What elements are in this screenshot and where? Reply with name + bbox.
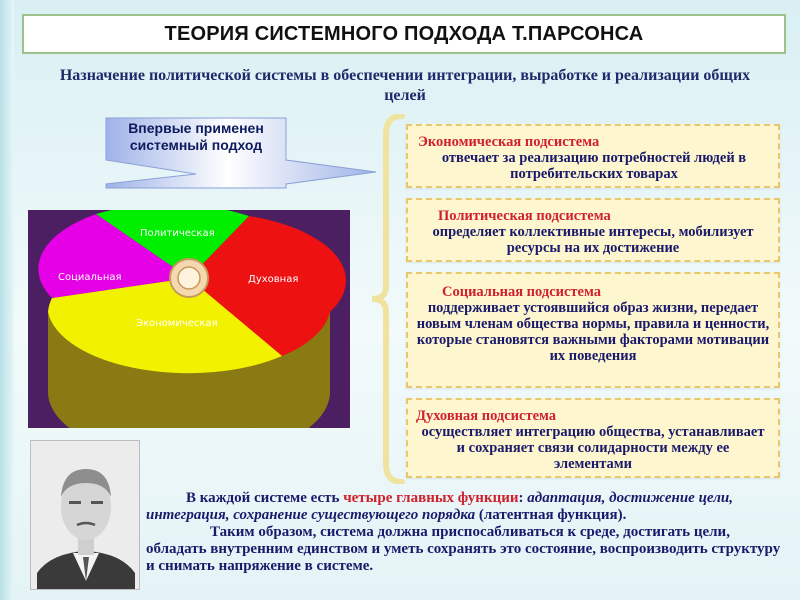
portrait-image [31, 441, 140, 590]
subsystem-description: поддерживает устоявшийся образ жизни, передает новым членам общества нормы, правила и ценности, которые становятся важными факторами мотивации их поведения [416, 300, 770, 364]
pie-label-social: Социальная [58, 272, 122, 283]
functions-highlight: четыре главных функции [343, 490, 519, 506]
subsystem-card-political [406, 198, 780, 262]
subtitle: Назначение политической системы в обеспечении интеграции, выработке и реализации общих целей [59, 67, 751, 104]
subsystem-description: определяет коллективные интересы, мобилизует ресурсы на их достижение [432, 224, 754, 256]
grouping-brace [368, 114, 406, 484]
title-box [22, 14, 786, 54]
subsystem-description: осуществляет интеграцию общества, устанавливает и сохраняет связи солидарности между ее элементами [421, 424, 765, 472]
pie-label-spiritual: Духовная [248, 274, 299, 285]
functions-text-end: (латентная функция). [475, 507, 627, 523]
functions-colon: : [518, 490, 528, 506]
callout [100, 116, 378, 190]
subsystem-title: Духовная подсистема [416, 408, 557, 424]
conclusion-text [146, 490, 792, 575]
subsystems-pie-diagram [28, 210, 350, 428]
pie-label-political: Политическая [140, 228, 215, 239]
subsystem-card-economic [406, 124, 780, 188]
page-title: ТЕОРИЯ СИСТЕМНОГО ПОДХОДА Т.ПАРСОНСА [164, 22, 644, 45]
functions-text-start: В каждой системе есть [186, 490, 344, 506]
portrait-photo [30, 440, 140, 590]
subsystem-description: отвечает за реализацию потребностей людей в потребительских товарах [441, 150, 747, 182]
center-ring-icon [170, 259, 208, 297]
subsystem-title: Социальная подсистема [442, 284, 602, 300]
functions-list: адаптация, достижение цели, интеграция, сохранение существующего порядка [146, 490, 733, 523]
subsystem-title: Политическая подсистема [438, 208, 611, 224]
conclusion-paragraph: Таким образом, система должна приспосабливаться к среде, достигать цели, обладать внутренним единством и уметь сохранять это состояние, воспроизводить структуру и снимать напряжение в системе. [146, 524, 781, 574]
subsystem-card-spiritual [406, 398, 780, 478]
functions-paragraph [146, 490, 792, 524]
callout-text: Впервые применен системный подход [128, 120, 264, 153]
subsystem-card-social [406, 272, 780, 388]
decorative-stripe [0, 0, 14, 600]
subsystem-title: Экономическая подсистема [418, 134, 600, 150]
pie-label-economic: Экономическая [136, 318, 218, 329]
